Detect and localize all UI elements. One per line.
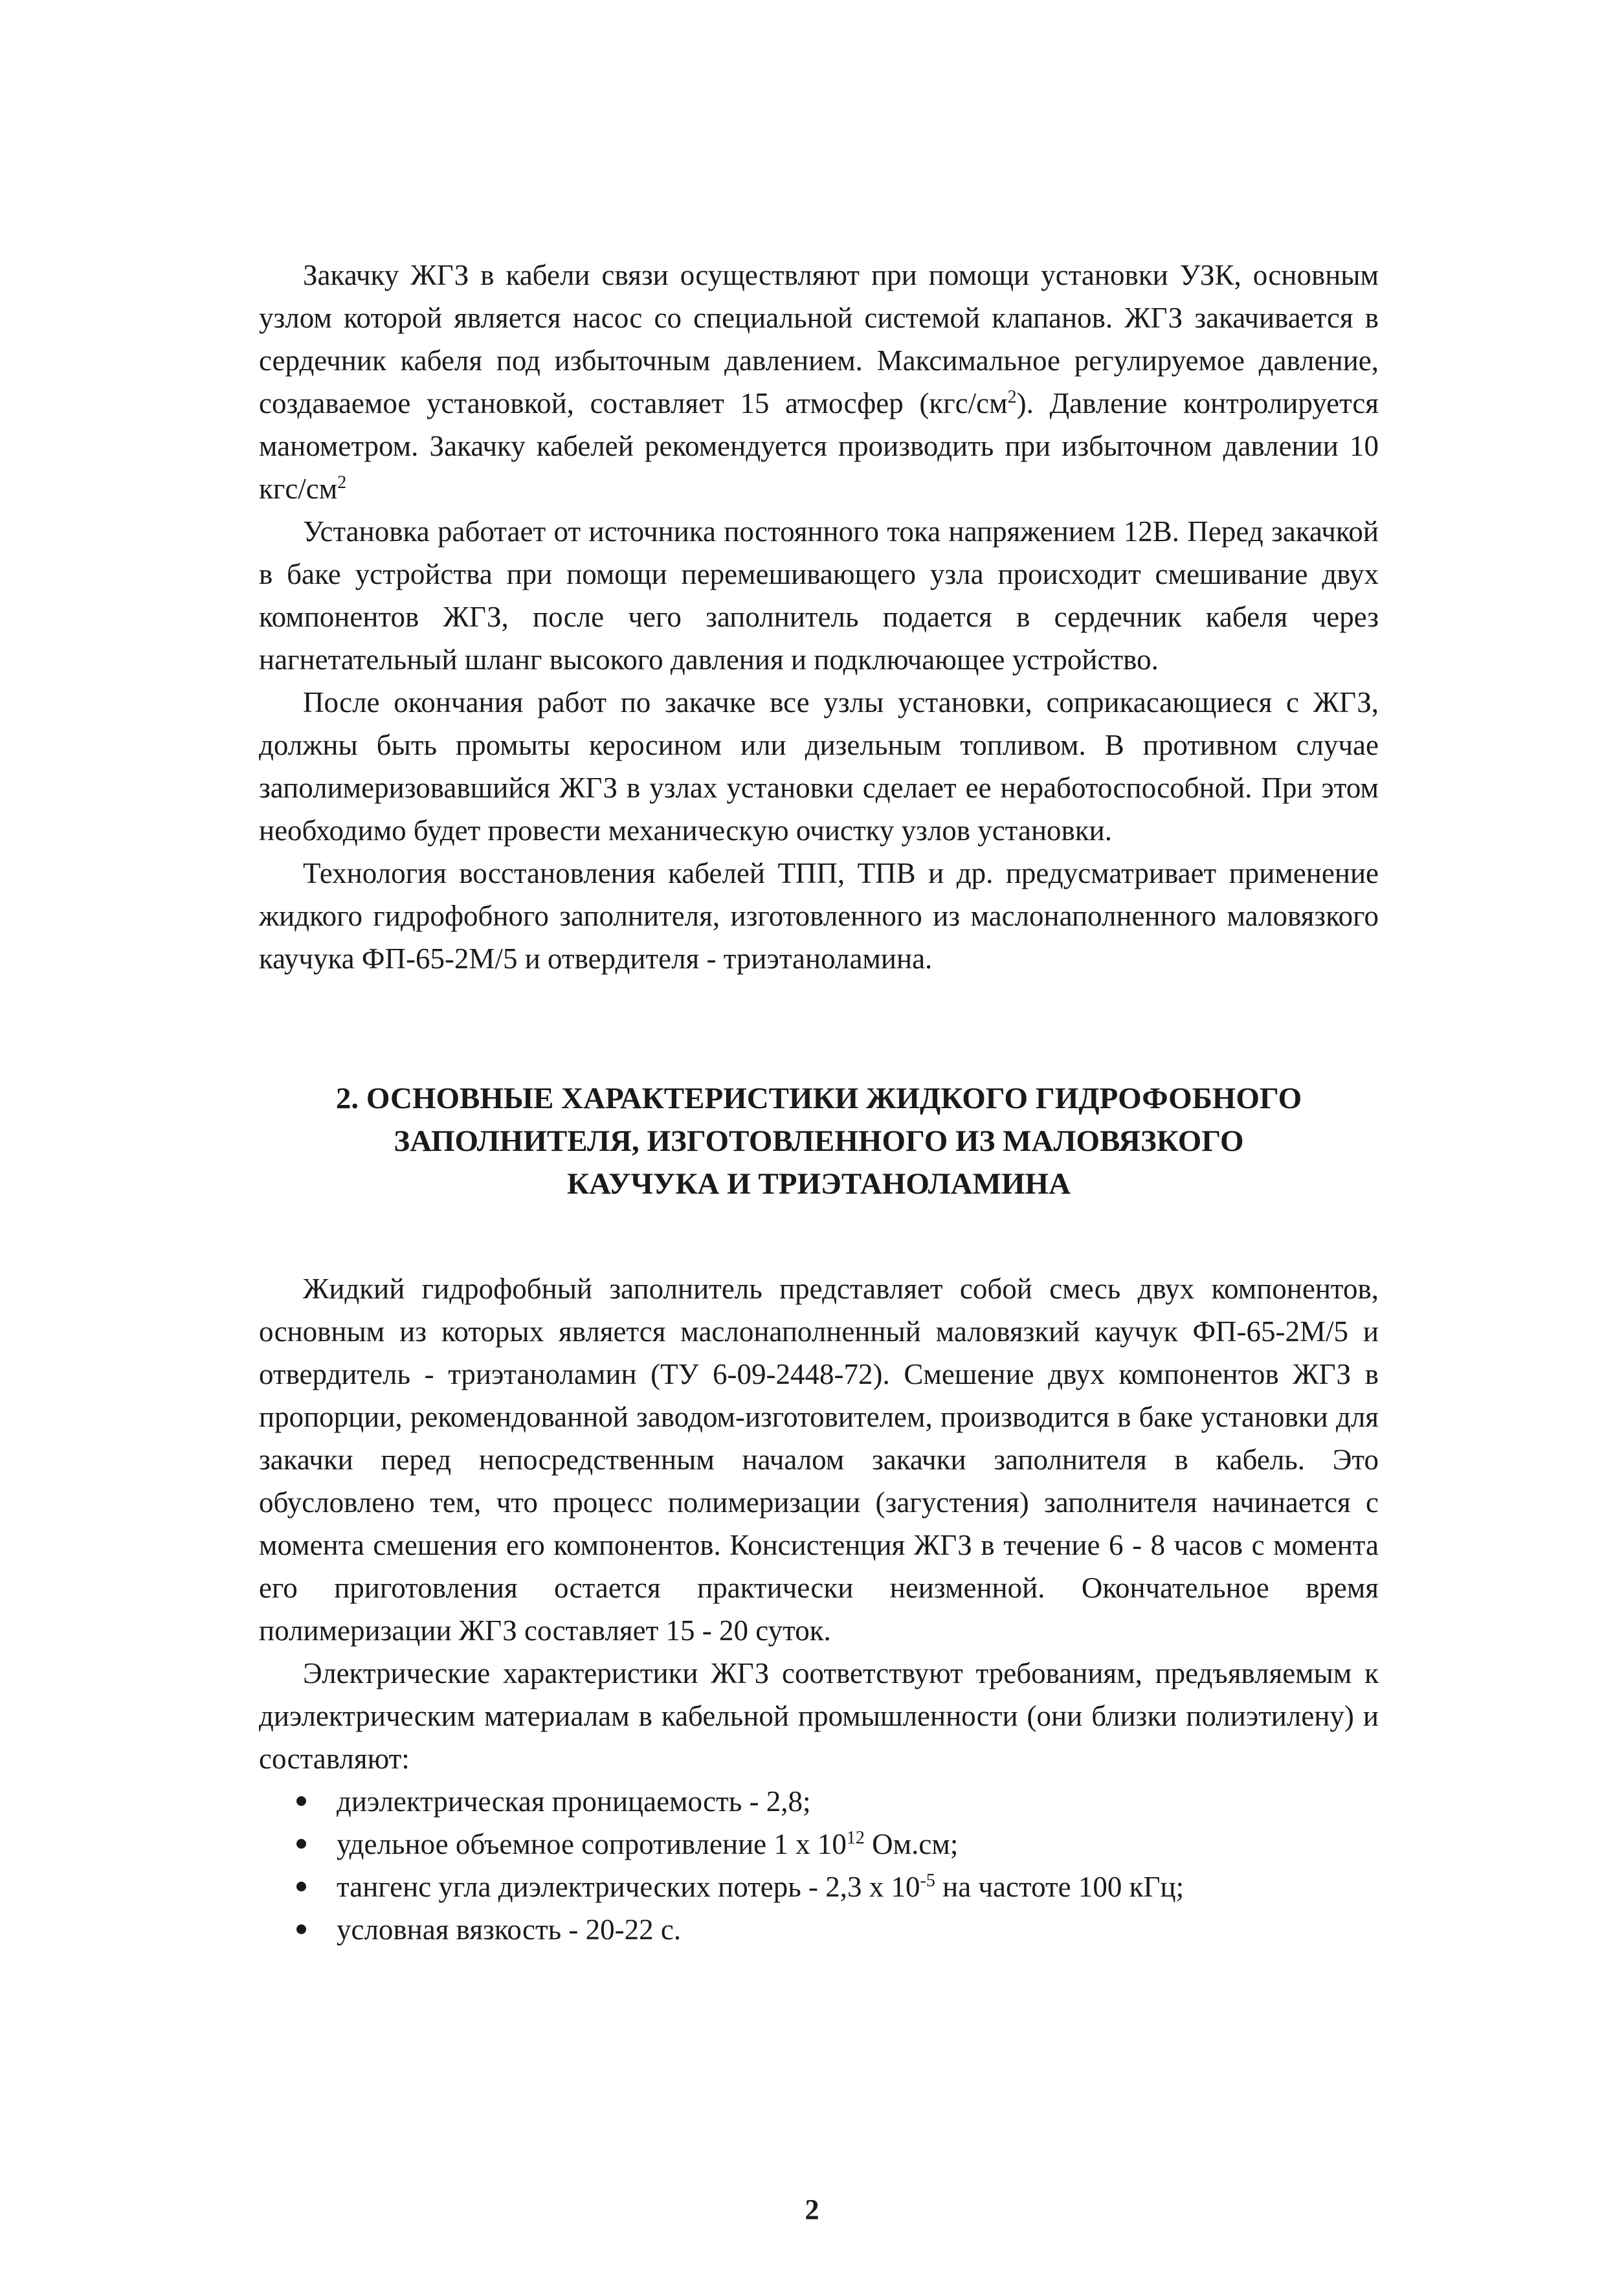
superscript: -5 [920, 1871, 935, 1891]
list-item [296, 1823, 1379, 1865]
paragraph-filler-description: Жидкий гидрофобный заполнитель представляет собой смесь двух компонентов, основным из которых является маслонаполненный маловязкий каучук ФП-65-2М/5 и отвердитель - триэтаноламин (ТУ 6-09-2448-72). Смешение двух компонентов ЖГЗ в пропорции, рекомендованной заводом-изготовителем, производится в баке установки для закачки перед непосредственным началом закачки заполнителя в кабель. Это обусловлено тем, что процесс полимеризации (загустения) заполнителя начинается с момента смешения его компонентов. Консистенция ЖГЗ в течение 6 - 8 часов с момента его приготовления остается практически неизменной. Окончательное время полимеризации ЖГЗ составляет 15 - 20 суток. [259, 1273, 1379, 1647]
section-heading-line: 2. ОСНОВНЫЕ ХАРАКТЕРИСТИКИ ЖИДКОГО ГИДРОФОБНОГО [335, 1082, 1302, 1115]
section-heading-line: ЗАПОЛНИТЕЛЯ, ИЗГОТОВЛЕННОГО ИЗ МАЛОВЯЗКОГО [394, 1124, 1244, 1158]
list-item [296, 1908, 1379, 1951]
section-heading-line: КАУЧУКА И ТРИЭТАНОЛАМИНА [566, 1167, 1071, 1201]
list-item [296, 1865, 1379, 1908]
list-item-text: удельное объемное сопротивление 1 х 10 [337, 1828, 847, 1860]
list-item-text: Ом.см; [864, 1828, 959, 1860]
superscript: 2 [1007, 387, 1017, 407]
list-item-text: диэлектрическая проницаемость - 2,8; [337, 1785, 811, 1818]
bullet-icon [296, 1839, 306, 1849]
bullet-icon [296, 1882, 306, 1891]
paragraph-text: Закачку ЖГЗ в кабели связи осуществляют при помощи установки УЗК, основным узлом которой является насос со специальной системой клапанов. ЖГЗ закачивается в сердечник кабеля под избыточным давлением. Максимальное регулируемое давление, создаваемое установкой, составляет 15 атмосфер (кгс/см [259, 259, 1379, 419]
paragraph-injection-unit [259, 254, 1379, 510]
paragraph-technology: Технология восстановления кабелей ТПП, ТПВ и др. предусматривает применение жидкого гидрофобного заполнителя, изготовленного из маслонаполненного маловязкого каучука ФП-65-2М/5 и отвердителя - триэтаноламина. [259, 857, 1379, 975]
paragraph-power-supply: Установка работает от источника постоянного тока напряжением 12В. Перед закачкой в баке устройства при помощи перемешивающего узла происходит смешивание двух компонентов ЖГЗ, после чего заполнитель подается в сердечник кабеля через нагнетательный шланг высокого давления и подключающее устройство. [259, 515, 1379, 676]
bullet-icon [296, 1796, 306, 1806]
paragraph-electrical-characteristics: Электрические характеристики ЖГЗ соответствуют требованиям, предъявляемым к диэлектрическим материалам в кабельной промышленности (они близки полиэтилену) и составляют: [259, 1657, 1379, 1775]
bullet-icon [296, 1924, 306, 1934]
document-page [259, 254, 1379, 1951]
paragraph-text: ). Давление контролируется манометром. Закачку кабелей рекомендуется производить при избыточном давлении 10 кгс/см [259, 387, 1379, 505]
superscript: 2 [337, 473, 347, 493]
section-heading [259, 1077, 1379, 1205]
list-item [296, 1780, 1379, 1823]
paragraph-cleaning: После окончания работ по закачке все узлы установки, соприкасающиеся с ЖГЗ, должны быть промыты керосином или дизельным топливом. В противном случае заполимеризовавшийся ЖГЗ в узлах установки сделает ее неработоспособной. При этом необходимо будет провести механическую очистку узлов установки. [259, 686, 1379, 847]
characteristics-list [259, 1780, 1379, 1951]
list-item-text: на частоте 100 кГц; [935, 1871, 1185, 1903]
list-item-text: условная вязкость - 20-22 с. [337, 1913, 682, 1946]
list-item-text: тангенс угла диэлектрических потерь - 2,3 х 10 [337, 1871, 920, 1903]
page-number: 2 [805, 2194, 819, 2225]
superscript: 12 [846, 1828, 865, 1848]
